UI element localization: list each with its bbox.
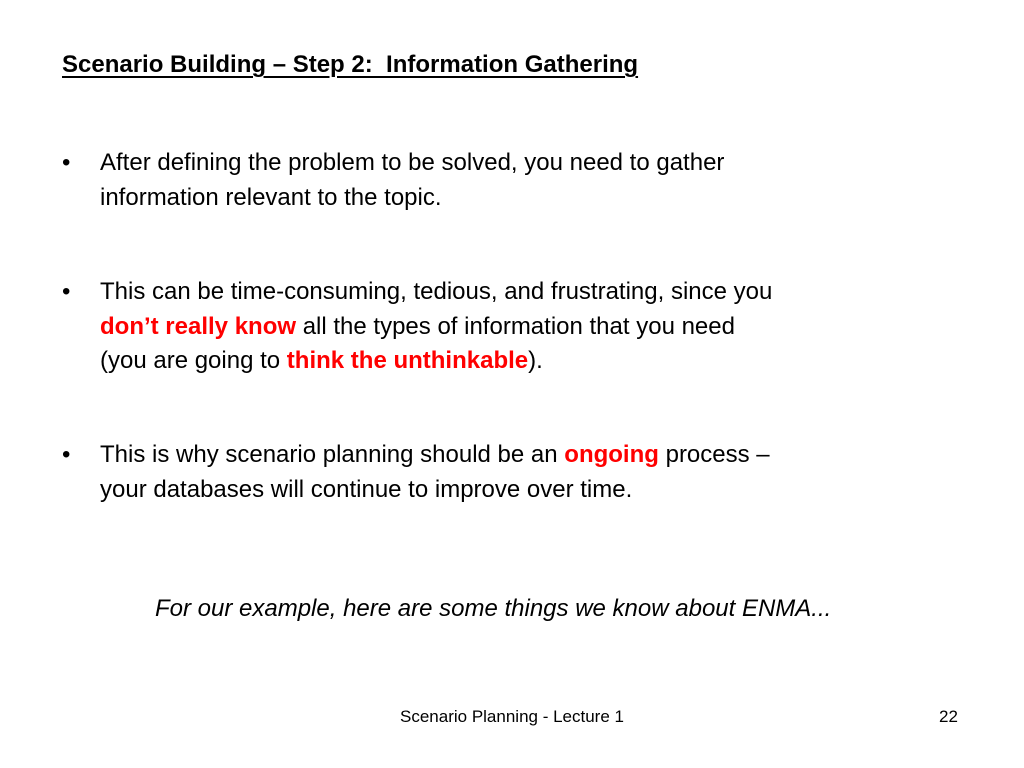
bullet-text [100,146,942,215]
highlight-text: think the unthinkable [286,347,529,374]
bullet-line: This can be time-consuming, tedious, and frustrating, since you [100,278,773,305]
bullet-text [100,438,942,507]
bullet-marker: • [62,278,71,305]
bullet-line-rest: all the types of information that you need [296,312,735,340]
slide-title: Scenario Building – Step 2: Information Gathering [62,51,639,78]
bullet-line: information relevant to the topic. [100,183,442,211]
bullet-marker: • [62,441,71,468]
bullet-item [62,275,942,379]
bullet-line-post: process – [658,441,770,468]
bullet-line-pre: This is why scenario planning should be an [100,441,565,468]
highlight-text: don’t really know [100,312,297,340]
highlight-text: ongoing [564,441,659,468]
page-number: 22 [939,707,958,726]
bullet-text [100,275,942,379]
bullet-item [62,438,942,507]
bullet-item [62,146,942,215]
bullet-line [100,310,942,345]
bullet-line [100,344,942,379]
bullet-line-pre: (you are going to [100,347,287,374]
bullet-line: your databases will continue to improve over time. [100,475,633,503]
bullet-line: After defining the problem to be solved, you need to gather [100,149,725,176]
footer-title: Scenario Planning - Lecture 1 [400,707,624,726]
bullet-line-post: ). [528,347,543,374]
bullet-line [100,438,942,473]
example-caption: For our example, here are some things we know about ENMA... [155,595,832,622]
bullet-marker: • [62,149,71,176]
